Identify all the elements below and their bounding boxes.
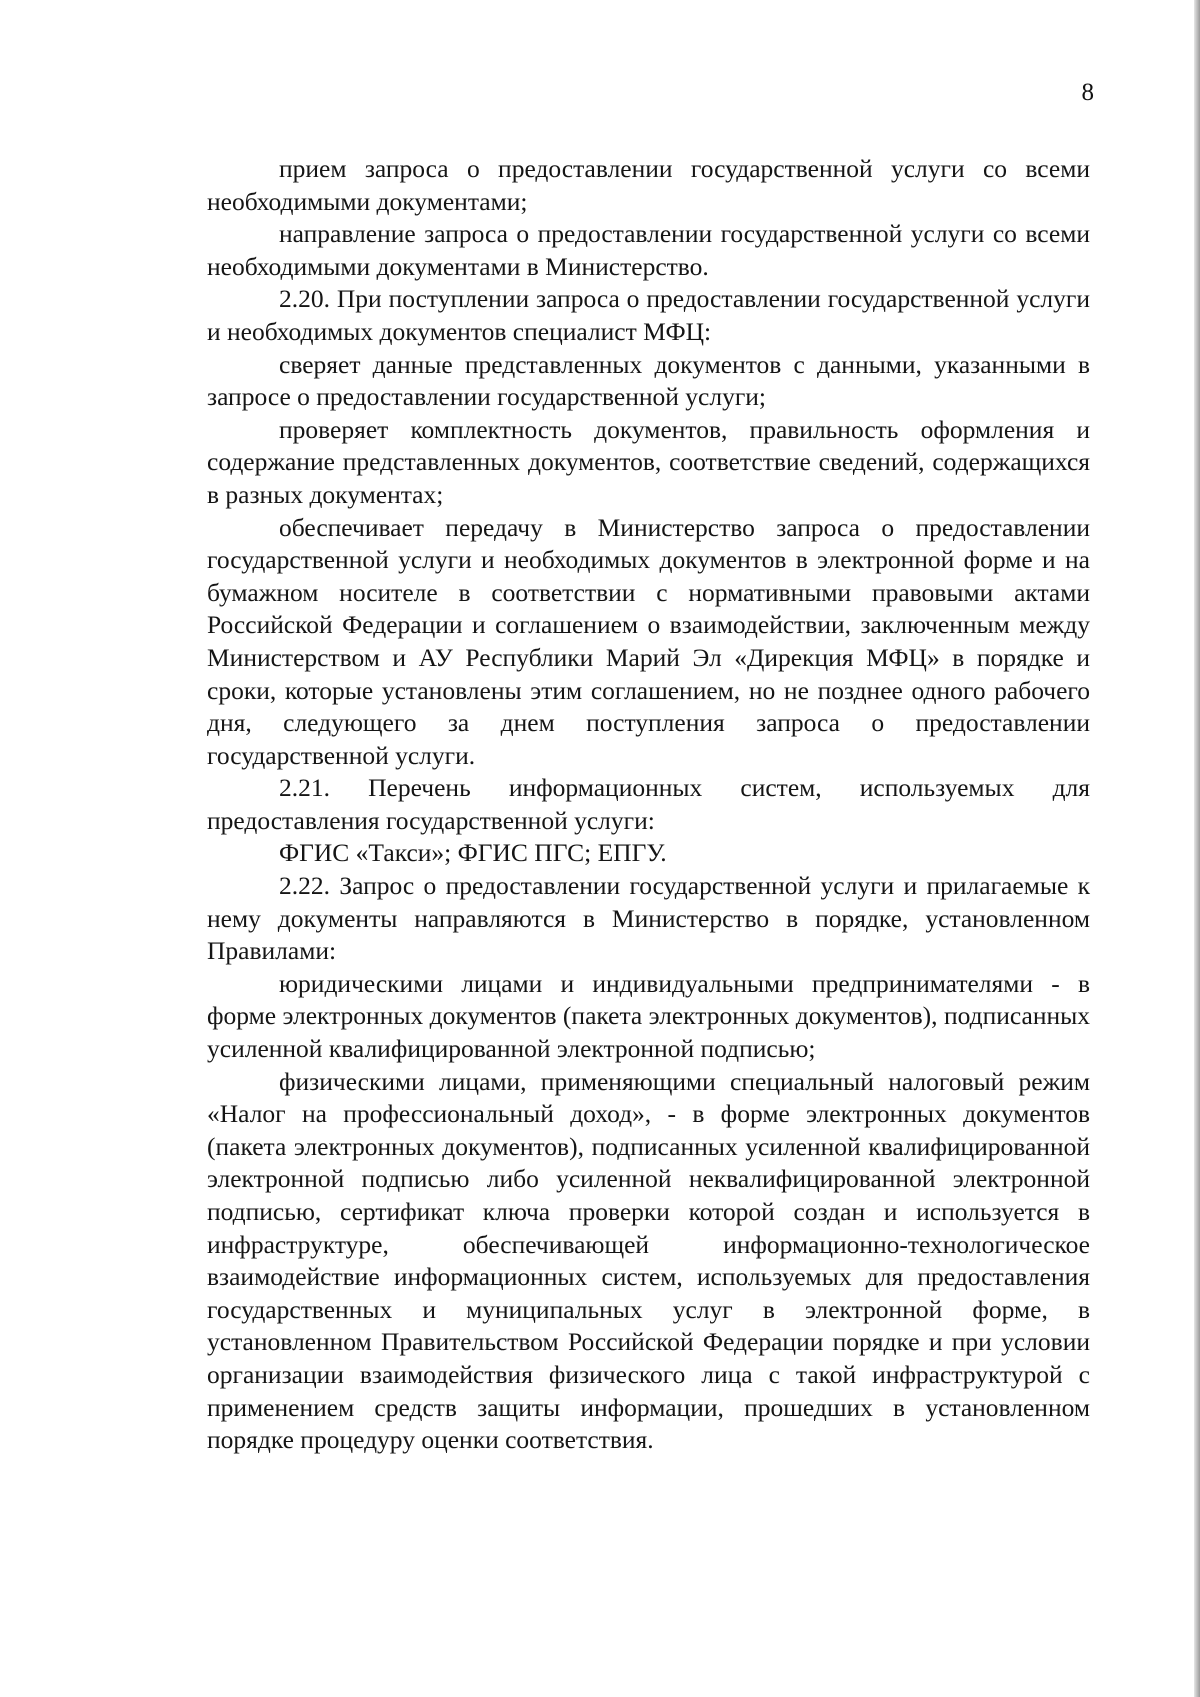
paragraph-request-forwarding: направление запроса о предоставлении государственной услуги со всеми необходимыми документами в Министерство.	[207, 219, 1090, 281]
paragraph-verifies-data: сверяет данные представленных документов с данными, указанными в запросе о предоставлении государственной услуги;	[207, 349, 1090, 412]
paragraph-systems-list: ФГИС «Такси»; ФГИС ПГС; ЕПГУ.	[279, 838, 667, 868]
paragraph-2-22: 2.22. Запрос о предоставлении государственной услуги и прилагаемые к нему документы направляются в Министерство в порядке, установленном Правилами:	[207, 871, 1090, 966]
paragraph-legal-entities: юридическими лицами и индивидуальными предпринимателями - в форме электронных документов (пакета электронных документов), подписанных усиленной квалифицированной электронной подписью;	[207, 968, 1090, 1064]
paragraph-2-21: 2.21. Перечень информационных систем, используемых для предоставления государственной услуги:	[207, 773, 1090, 835]
paragraph-individuals: физическими лицами, применяющими специальный налоговый режим «Налог на профессиональный доход», - в форме электронных документов (пакета электронных документов), подписанных усиленной квалифицированной электронной подписью либо усиленной неквалифицированной электронной подписью, сертификат ключа проверки которой создан и используется в инфраструктуре, обеспечивающей информационно-технологическое взаимодействие информационных систем, используемых для предоставления государственных и муниципальных услуг в электронной форме, в установленном Правительством Российской Федерации порядке и при условии организации взаимодействия физического лица с такой инфраструктурой с применением средств защиты информации, прошедших в установленном порядке процедуру оценки соответствия.	[207, 1066, 1090, 1455]
scan-edge-shadow	[1194, 0, 1200, 1697]
document-body	[207, 153, 1090, 1457]
page-number: 8	[1081, 79, 1094, 106]
paragraph-request-intake: прием запроса о предоставлении государственной услуги со всеми необходимыми документами;	[207, 154, 1090, 216]
paragraph-2-20: 2.20. При поступлении запроса о предоставлении государственной услуги и необходимых документов специалист МФЦ:	[207, 284, 1090, 346]
paragraph-checks-completeness: проверяет комплектность документов, правильность оформления и содержание представленных документов, соответствие сведений, содержащихся в разных документах;	[207, 414, 1090, 509]
paragraph-ensures-transfer: обеспечивает передачу в Министерство запроса о предоставлении государственной услуги и необходимых документов в электронной форме и на бумажном носителе в соответствии с нормативными правовыми актами Российской Федерации и соглашением о взаимодействии, заключенным между Министерством и АУ Республики Марий Эл «Дирекция МФЦ» в порядке и сроки, которые установлены этим соглашением, но не позднее одного рабочего дня, следующего за днем поступления запроса о предоставлении государственной услуги.	[207, 512, 1090, 770]
